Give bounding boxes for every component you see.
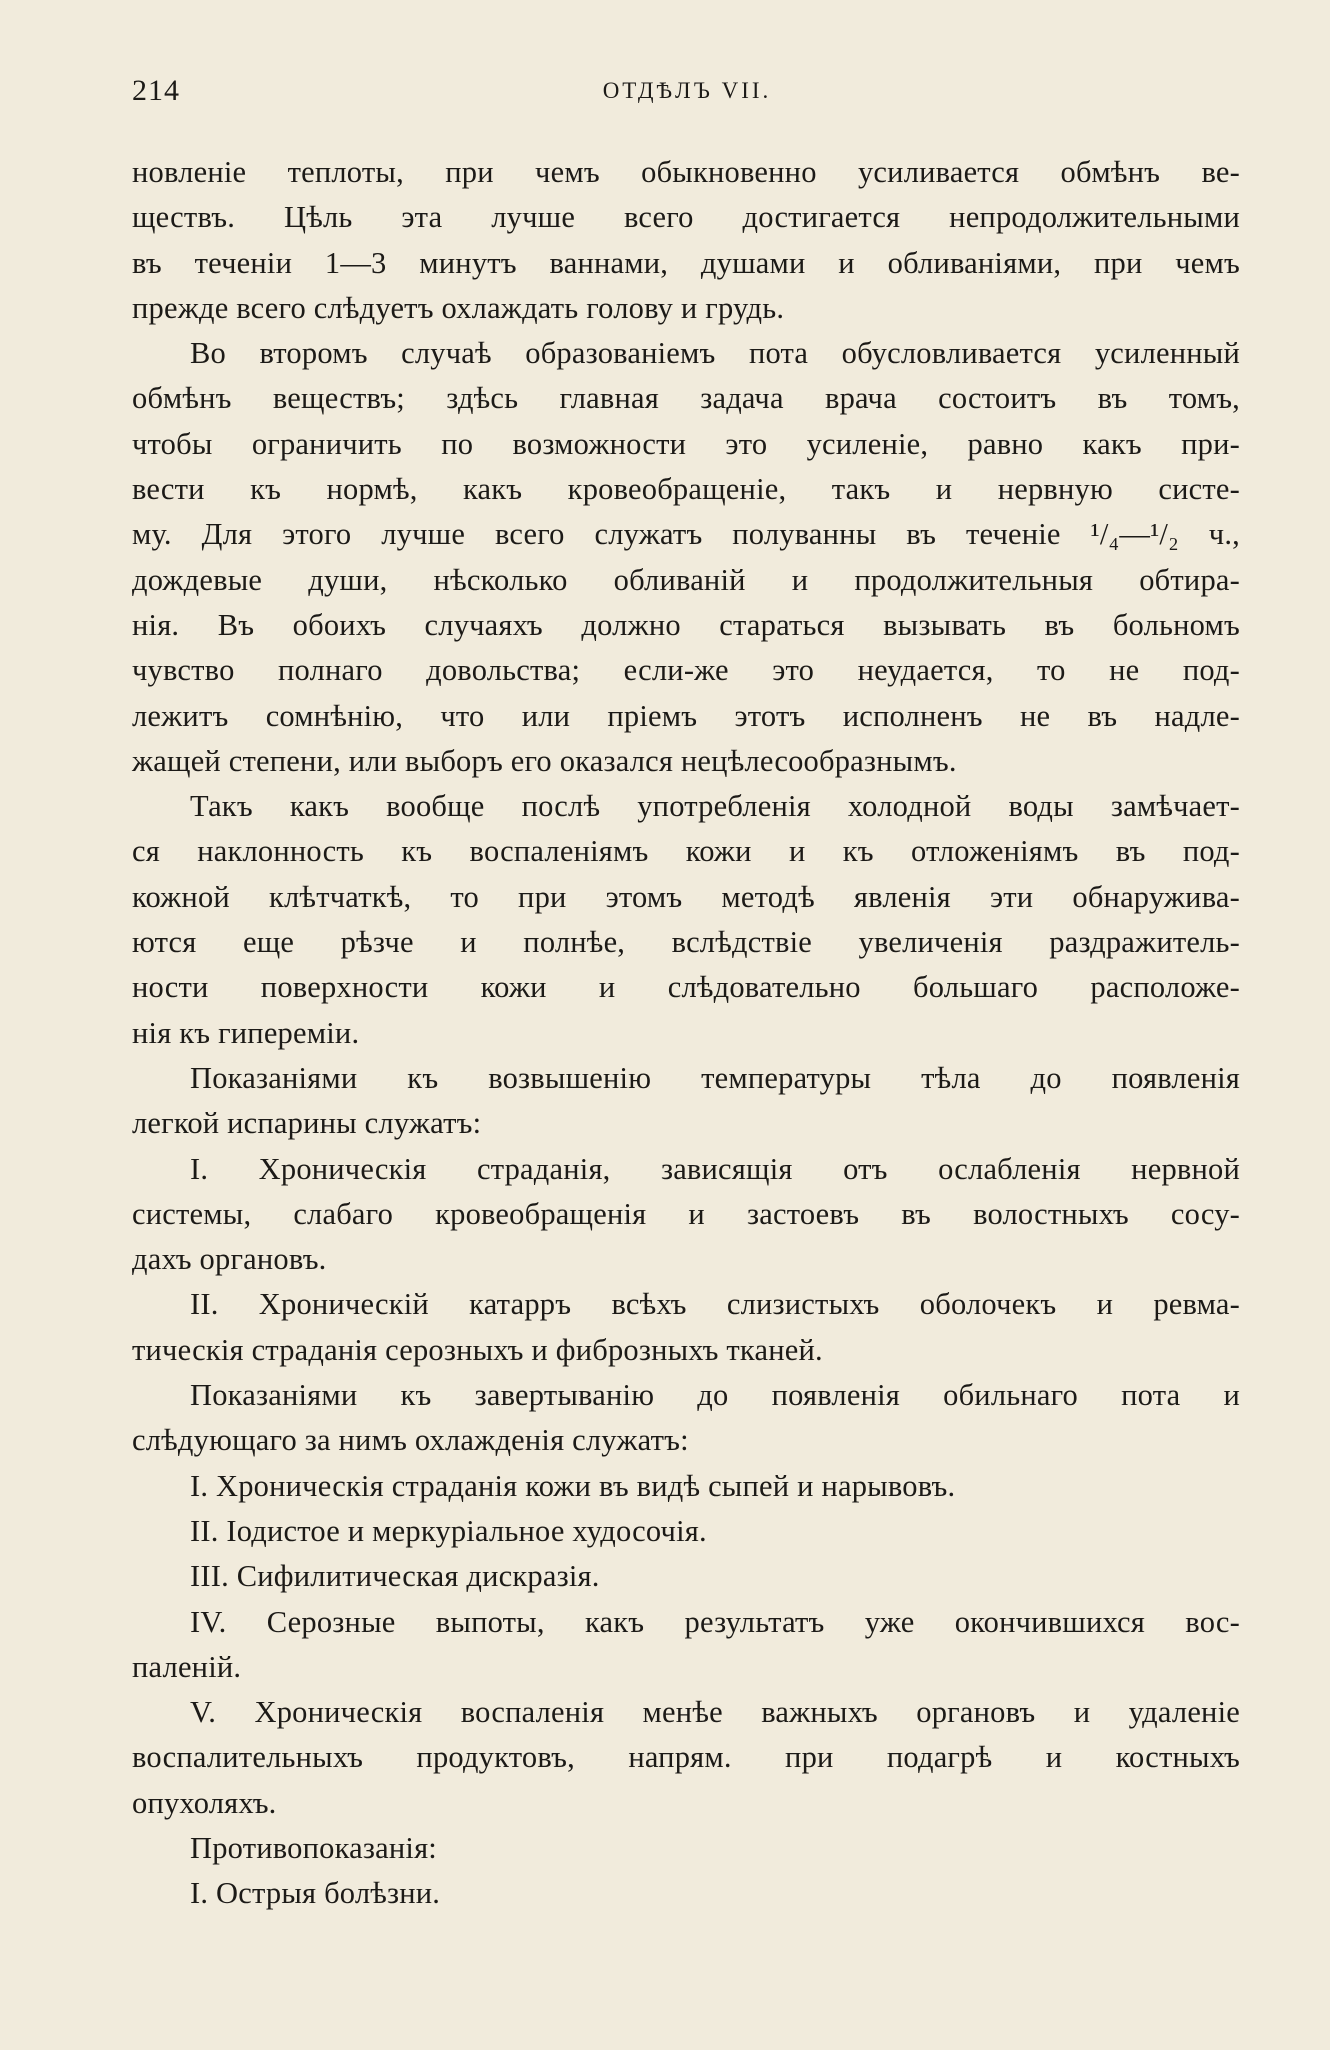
text-line: Во второмъ случаѣ образованіемъ пота обусловливается усиленный bbox=[190, 336, 1240, 371]
text-line: Показаніями къ возвышенію температуры тѣла до появленія bbox=[190, 1060, 1240, 1095]
text-line: I. Хроническія страданія, зависящія отъ ослабленія нервной bbox=[190, 1151, 1240, 1186]
text-line: лежитъ сомнѣнію, что или пріемъ этотъ исполненъ не въ надле- bbox=[132, 698, 1240, 733]
text-line: жащей степени, или выборъ его оказался нецѣлесообразнымъ. bbox=[132, 743, 957, 778]
text-line: воспалительныхъ продуктовъ, напрям. при подагрѣ и костныхъ bbox=[132, 1740, 1240, 1775]
text-line: нія. Въ обоихъ случаяхъ должно стараться вызывать въ больномъ bbox=[132, 607, 1240, 642]
running-head: ОТДѢЛЪ VII. bbox=[602, 78, 772, 103]
text-line: нія къ гипереміи. bbox=[132, 1015, 360, 1050]
text-line: системы, слабаго кровеобращенія и застоевъ въ волостныхъ сосу- bbox=[132, 1196, 1240, 1231]
text-line: II. Іодистое и меркуріальное худосочія. bbox=[190, 1513, 707, 1548]
text-line: въ теченіи 1—3 минутъ ваннами, душами и обливаніями, при чемъ bbox=[132, 245, 1240, 280]
text-line: вести къ нормѣ, какъ кровеобращеніе, такъ и нервную систе- bbox=[132, 472, 1240, 507]
text-line: дождевые души, нѣсколько обливаній и продолжительныя обтира- bbox=[132, 562, 1240, 597]
text-line: тическія страданія серозныхъ и фиброзныхъ тканей. bbox=[132, 1332, 823, 1367]
text-line: слѣдующаго за нимъ охлажденія служатъ: bbox=[132, 1423, 689, 1458]
text-line: ся наклонность къ воспаленіямъ кожи и къ отложеніямъ въ под- bbox=[132, 834, 1240, 869]
text-line: дахъ органовъ. bbox=[132, 1242, 327, 1277]
text-line: обмѣнъ веществъ; здѣсь главная задача врача состоитъ въ томъ, bbox=[132, 381, 1240, 416]
text-line: му. Для этого лучше всего служатъ полуванны въ теченіе ¹/₄—¹/₂ ч., bbox=[132, 517, 1240, 552]
text-line: чувство полнаго довольства; если-же это неудается, то не под- bbox=[132, 653, 1240, 688]
text-line: кожной клѣтчаткѣ, то при этомъ методѣ явленія эти обнаружива- bbox=[132, 879, 1240, 914]
text-line: Показаніями къ завертыванію до появленія обильнаго пота и bbox=[190, 1378, 1240, 1413]
text-line: V. Хроническія воспаленія менѣе важныхъ органовъ и удаленіе bbox=[190, 1695, 1240, 1730]
text-line: паленій. bbox=[132, 1649, 242, 1684]
text-line: Такъ какъ вообще послѣ употребленія холодной воды замѣчает- bbox=[190, 789, 1240, 824]
text-line: легкой испарины служатъ: bbox=[132, 1106, 482, 1141]
text-line: I. Хроническія страданія кожи въ видѣ сыпей и нарывовъ. bbox=[190, 1468, 956, 1503]
text-line: новленіе теплоты, при чемъ обыкновенно усиливается обмѣнъ ве- bbox=[132, 155, 1240, 189]
text-line: II. Хроническій катарръ всѣхъ слизистыхъ оболочекъ и ревма- bbox=[190, 1287, 1240, 1322]
text-line: IV. Серозные выпоты, какъ результатъ уже окончившихся вос- bbox=[190, 1604, 1240, 1639]
text-line: ются еще рѣзче и полнѣе, вслѣдствіе увеличенія раздражитель- bbox=[132, 925, 1240, 960]
text-line: прежде всего слѣдуетъ охлаждать голову и грудь. bbox=[132, 290, 785, 325]
body-text bbox=[132, 150, 1240, 1917]
page-header bbox=[132, 74, 1242, 114]
text-line: Противопоказанія: bbox=[190, 1830, 437, 1865]
text-line: I. Острыя болѣзни. bbox=[190, 1876, 441, 1911]
text-line: опухоляхъ. bbox=[132, 1785, 277, 1820]
text-line: III. Сифилитическая дискразія. bbox=[190, 1559, 600, 1594]
text-line: ности поверхности кожи и слѣдовательно большаго расположе- bbox=[132, 970, 1240, 1005]
page-number: 214 bbox=[132, 74, 180, 107]
text-line: чтобы ограничить по возможности это усиленіе, равно какъ при- bbox=[132, 426, 1240, 461]
text-line: ществъ. Цѣль эта лучше всего достигается непродолжительными bbox=[132, 200, 1240, 235]
